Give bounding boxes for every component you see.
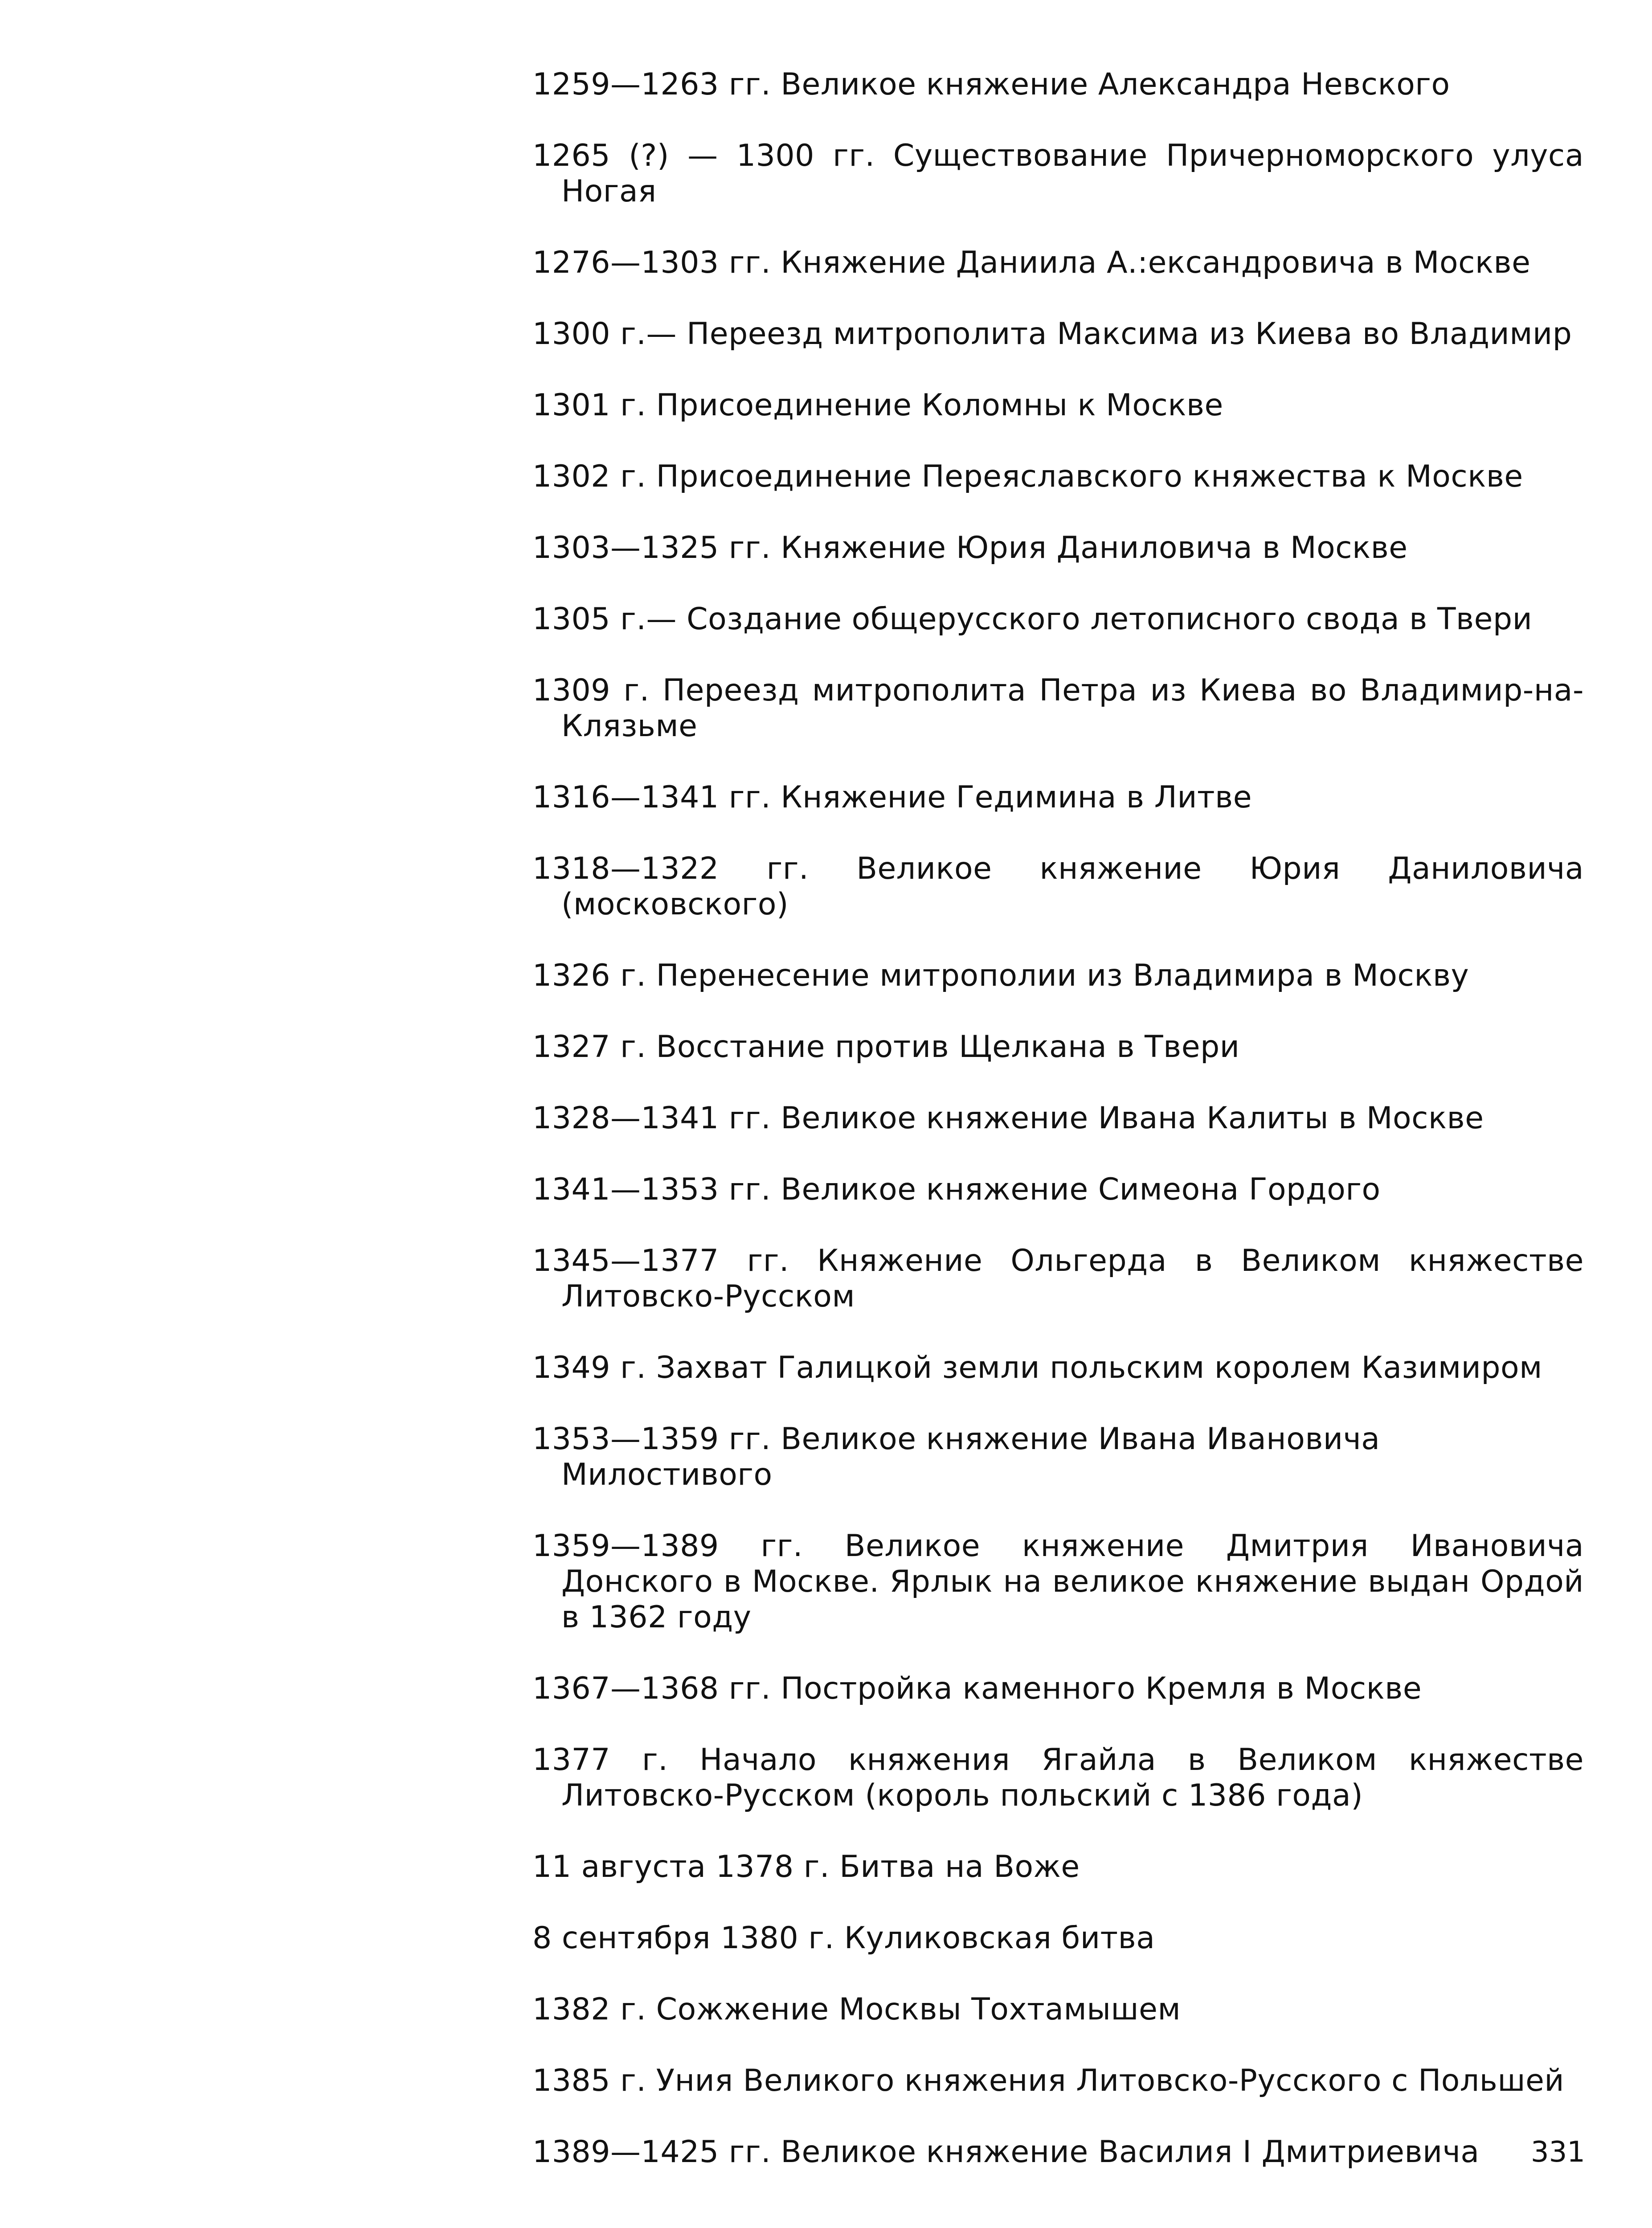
chronology-entry: 1302 г. Присоединение Переяславского княжества к Москве <box>532 459 1523 494</box>
chronology-entry: 1367—1368 гг. Постройка каменного Кремля в Москве <box>532 1671 1422 1706</box>
chronology-entry: 1265 (?) — 1300 гг. Существование Причерноморского улуса Ногая <box>532 138 1584 209</box>
chronology-entry: 1309 г. Переезд митрополита Петра из Киева во Владимир-на-Клязьме <box>532 673 1584 744</box>
chronology-entry: 1301 г. Присоединение Коломны к Москве <box>532 388 1223 423</box>
chronology-entry: 11 августа 1378 г. Битва на Воже <box>532 1849 1080 1884</box>
chronology-entry: 1259—1263 гг. Великое княжение Александра Невского <box>532 67 1450 102</box>
chronology-entry: 1303—1325 гг. Княжение Юрия Даниловича в Москве <box>532 530 1408 565</box>
chronology-entry: 1326 г. Перенесение митрополии из Владимира в Москву <box>532 958 1469 993</box>
chronology-entry: 1328—1341 гг. Великое княжение Ивана Калиты в Москве <box>532 1101 1484 1136</box>
chronology-entry: 1382 г. Сожжение Москвы Тохтамышем <box>532 1992 1181 2027</box>
chronology-entry: 1385 г. Уния Великого княжения Литовско-Русского с Польшей <box>532 2063 1565 2098</box>
chronology-entry: 1345—1377 гг. Княжение Ольгерда в Великом княжестве Литовско-Русском <box>532 1243 1584 1314</box>
chronology-entry: 1316—1341 гг. Княжение Гедимина в Литве <box>532 780 1252 815</box>
chronology-entry: 1353—1359 гг. Великое княжение Ивана Ивановича Милостивого <box>532 1421 1380 1492</box>
chronology-entry: 1389—1425 гг. Великое княжение Василия I Дмитриевича <box>532 2134 1480 2170</box>
chronology-entry: 1359—1389 гг. Великое княжение Дмитрия Ивановича Донского в Москве. Ярлык на великое княжение выдан Ордой в 1362 году <box>532 1528 1584 1635</box>
chronology-list <box>532 67 1584 2206</box>
chronology-entry: 1341—1353 гг. Великое княжение Симеона Гордого <box>532 1172 1381 1207</box>
chronology-entry: 1349 г. Захват Галицкой земли польским королем Казимиром <box>532 1350 1542 1385</box>
chronology-entry: 1327 г. Восстание против Щелкана в Твери <box>532 1029 1240 1065</box>
chronology-entry: 8 сентября 1380 г. Куликовская битва <box>532 1921 1155 1956</box>
chronology-entry: 1377 г. Начало княжения Ягайла в Великом княжестве Литовско-Русском (король польский с 1386 года) <box>532 1742 1584 1813</box>
page-number: 331 <box>1530 2136 1585 2169</box>
chronology-entry: 1300 г.— Переезд митрополита Максима из Киева во Владимир <box>532 316 1572 352</box>
chronology-entry: 1276—1303 гг. Княжение Даниила А.:ександровича в Москве <box>532 245 1531 280</box>
chronology-entry: 1305 г.— Создание общерусского летописного свода в Твери <box>532 602 1533 637</box>
chronology-entry: 1318—1322 гг. Великое княжение Юрия Даниловича (московского) <box>532 851 1584 922</box>
